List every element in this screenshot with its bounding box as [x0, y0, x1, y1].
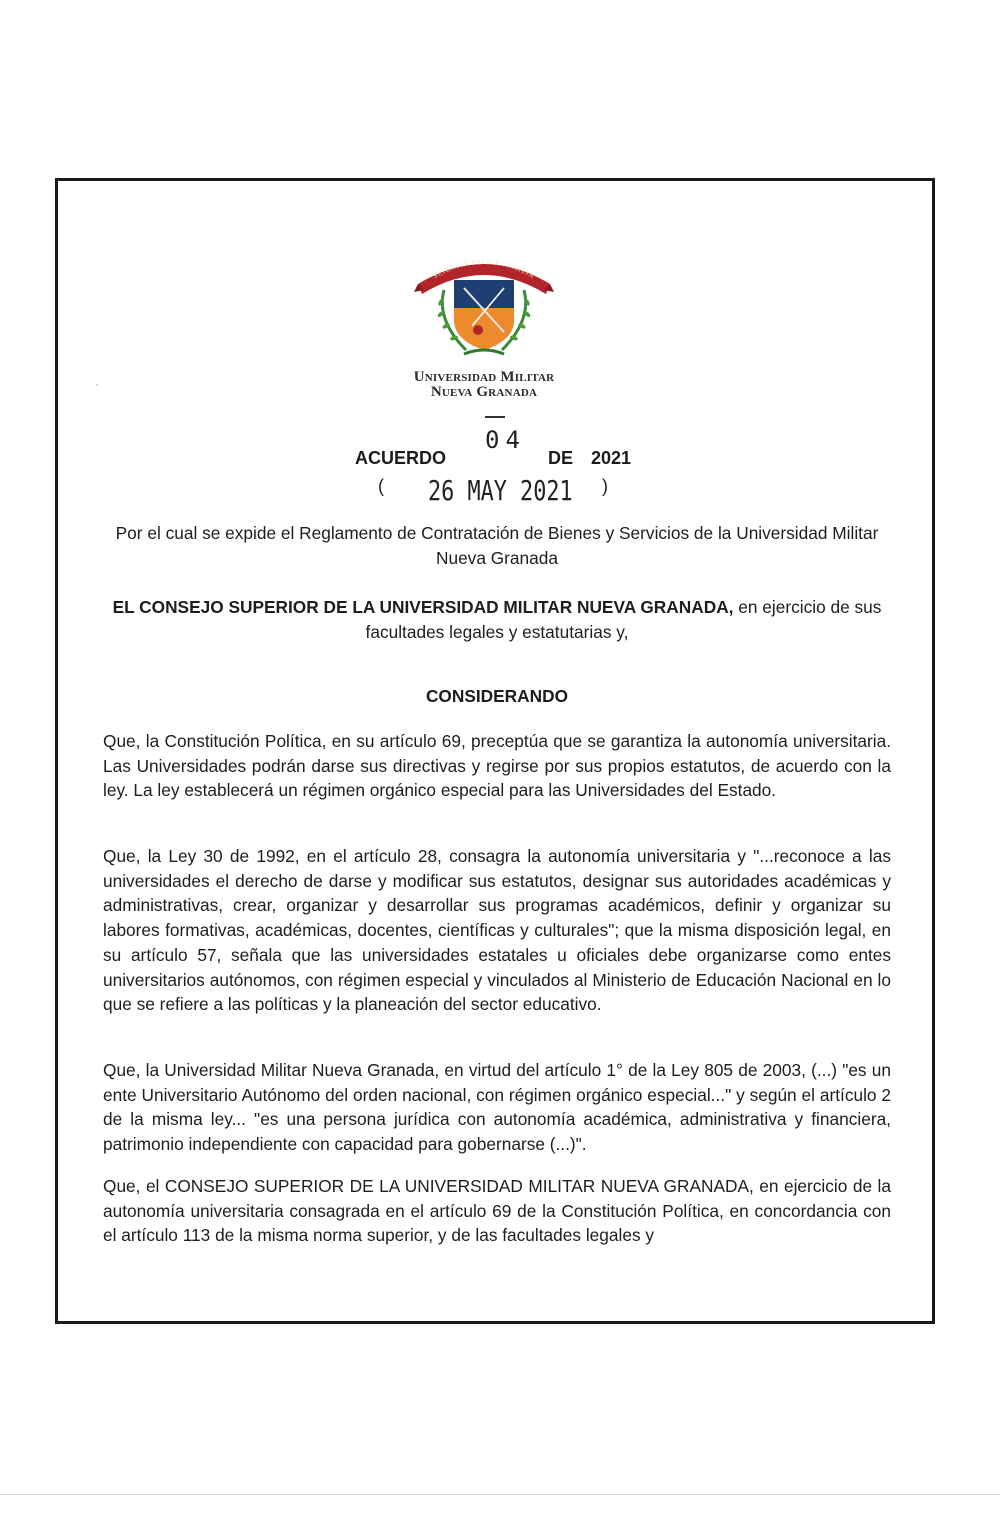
considerando-paragraph-4: Que, el CONSEJO SUPERIOR DE LA UNIVERSIDAD MILITAR NUEVA GRANADA, en ejercicio de la autonomía universitaria consagrada en el artículo 69 de la Constitución Política, en concordancia con el artículo 113 de la misma norma superior, y de las facultades legales y: [103, 1176, 891, 1246]
university-crest-logo: [414, 250, 554, 370]
issuer-statement: [103, 595, 891, 644]
acuerdo-subject: Por el cual se expide el Reglamento de Contratación de Bienes y Servicios de la Universidad Militar Nueva Granada: [115, 523, 879, 568]
paren-close: ): [602, 476, 608, 496]
paren-open: (: [378, 476, 384, 496]
considerando-paragraph-1: Que, la Constitución Política, en su artículo 69, preceptúa que se garantiza la autonomía universitaria. Las Universidades podrán darse sus directivas y regirse por sus propios estatutos, de acuerdo con la ley. La ley establecerá un régimen orgánico especial para las Universidades del Estado.: [103, 731, 891, 801]
considerando-paragraph-2: Que, la Ley 30 de 1992, en el artículo 28, consagra la autonomía universitaria y "...reconoce a las universidades el derecho de darse y modificar sus estatutos, designar sus autoridades académicas y administrativas, crear, organizar y desarrollar sus programas académicos, definir y organizar su labores formativas, académicas, docentes, científicas y culturales"; que la misma disposición legal, en su artículo 57, señala que las universidades estatales u oficiales debe organizarse como entes universitarios autónomos, con régimen especial y vinculados al Ministerio de Educación Nacional en lo que se refiere a las políticas y la planeación del sector educativo.: [103, 846, 891, 1015]
issuer-rest: en ejercicio de sus facultades legales y estatutarias y,: [365, 597, 882, 642]
university-name: [395, 370, 573, 400]
de-label: DE: [548, 448, 574, 468]
considerando-heading: CONSIDERANDO: [425, 686, 569, 706]
university-name-line2: Nueva Granada: [430, 384, 538, 400]
stamp-bar: [485, 416, 505, 418]
university-name-line1: Universidad Militar: [413, 369, 555, 385]
motto-text: SCIENTIA PATRIA FAMILIA: [432, 258, 536, 281]
acuerdo-number-stamp: 04: [485, 426, 526, 454]
issuer-name: EL CONSEJO SUPERIOR DE LA UNIVERSIDAD MILITAR NUEVA GRANADA,: [112, 597, 734, 617]
acuerdo-label: ACUERDO: [355, 448, 447, 468]
acuerdo-year: 2021: [591, 448, 632, 468]
considerando-paragraph-3: Que, la Universidad Militar Nueva Granada, en virtud del artículo 1° de la Ley 805 de 2003, (...) "es un ente Universitario Autónomo del orden nacional, con régimen orgánico especial..." y según el artículo 2 de la misma ley... "es una persona jurídica con autonomía académica, administrativa y financiera, patrimonio independiente con capacidad para gobernarse (...)".: [103, 1060, 891, 1155]
page-bottom-edge: [0, 1494, 1000, 1495]
date-stamp: 26 MAY 2021: [428, 474, 573, 507]
